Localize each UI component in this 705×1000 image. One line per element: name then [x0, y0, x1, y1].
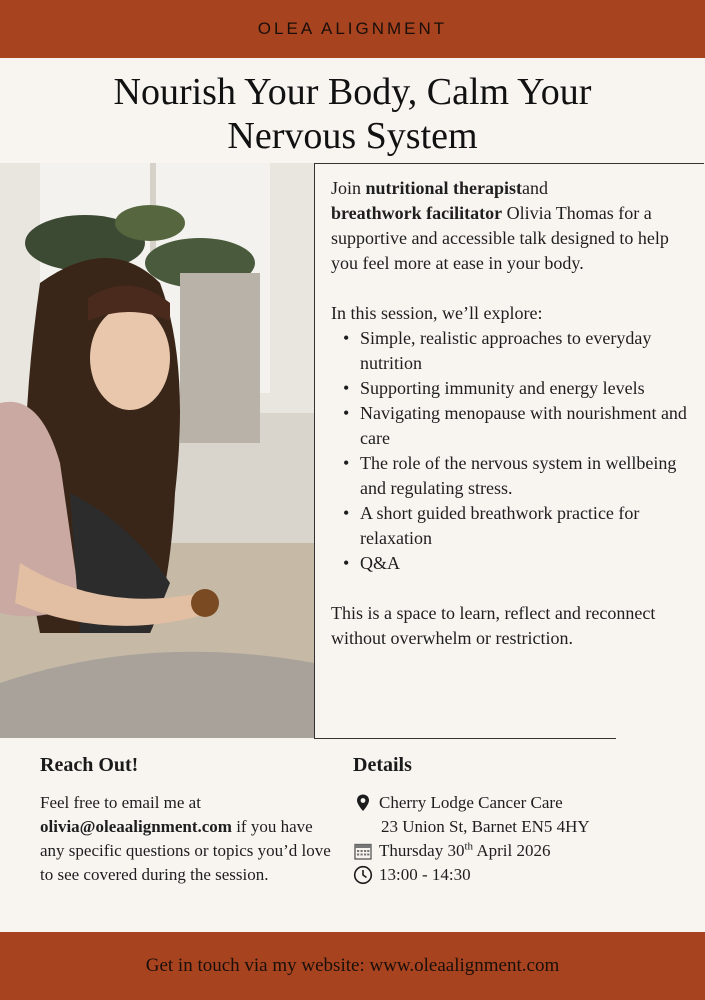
frame-line-top [314, 163, 704, 164]
intro-paragraph [331, 176, 691, 276]
location-pin-icon [353, 793, 373, 813]
brand-name: OLEA ALIGNMENT [257, 19, 448, 38]
frame-line-left [314, 163, 315, 739]
details-heading: Details [353, 754, 412, 776]
presenter-photo [0, 163, 314, 738]
calendar-icon [353, 841, 373, 861]
intro-role-2: breathwork facilitator [331, 203, 503, 223]
intro-role-1: nutritional therapist [365, 178, 523, 198]
topic-list [331, 326, 691, 576]
title-line-2: Nervous System [227, 115, 478, 157]
date-suffix: th [464, 840, 474, 853]
reach-out-heading: Reach Out! [40, 754, 139, 776]
list-item: • Q&A [360, 551, 691, 576]
frame-line-bottom [314, 738, 616, 739]
list-item: • Simple, realistic approaches to everyday nutrition [360, 326, 691, 376]
date-day: Thursday 30 [379, 841, 465, 860]
clock-icon [353, 865, 373, 885]
reach-text-before: Feel free to email me at [40, 793, 201, 812]
event-date [379, 839, 550, 863]
page-title [0, 70, 705, 158]
header-banner [0, 0, 705, 58]
reach-out-text [40, 791, 340, 887]
website-link[interactable]: Get in touch via my website: www.oleaalignment.com [145, 955, 560, 976]
date-row [353, 839, 683, 863]
list-item: • The role of the nervous system in wellbeing and regulating stress. [360, 451, 691, 501]
event-details [353, 791, 683, 887]
time-row [353, 863, 683, 887]
email-link[interactable]: olivia@oleaalignment.com [40, 817, 232, 836]
date-rest: April 2026 [473, 841, 551, 860]
explore-lead: In this session, we’ll explore: [331, 303, 543, 323]
list-item: • Supporting immunity and energy levels [360, 376, 691, 401]
venue-name: Cherry Lodge Cancer Care [379, 793, 563, 812]
intro-rest: Olivia Thomas for a supportive and accessible talk designed to help you feel more at ease in your body. [331, 203, 669, 273]
session-description [331, 176, 691, 651]
title-line-1: Nourish Your Body, Calm Your [113, 71, 592, 113]
list-item: • A short guided breathwork practice for relaxation [360, 501, 691, 551]
event-time: 13:00 - 14:30 [379, 865, 471, 884]
address-row: 23 Union St, Barnet EN5 4HY [381, 817, 590, 836]
list-item: • Navigating menopause with nourishment and care [360, 401, 691, 451]
venue-row [353, 791, 683, 815]
reach-text-after: if you have any specific questions or topics you’d love to see covered during the session. [40, 817, 331, 884]
intro-and: and [522, 178, 549, 198]
closing-paragraph: This is a space to learn, reflect and reconnect without overwhelm or restriction. [331, 603, 656, 648]
footer-banner [0, 932, 705, 1000]
intro-join: Join [331, 178, 366, 198]
